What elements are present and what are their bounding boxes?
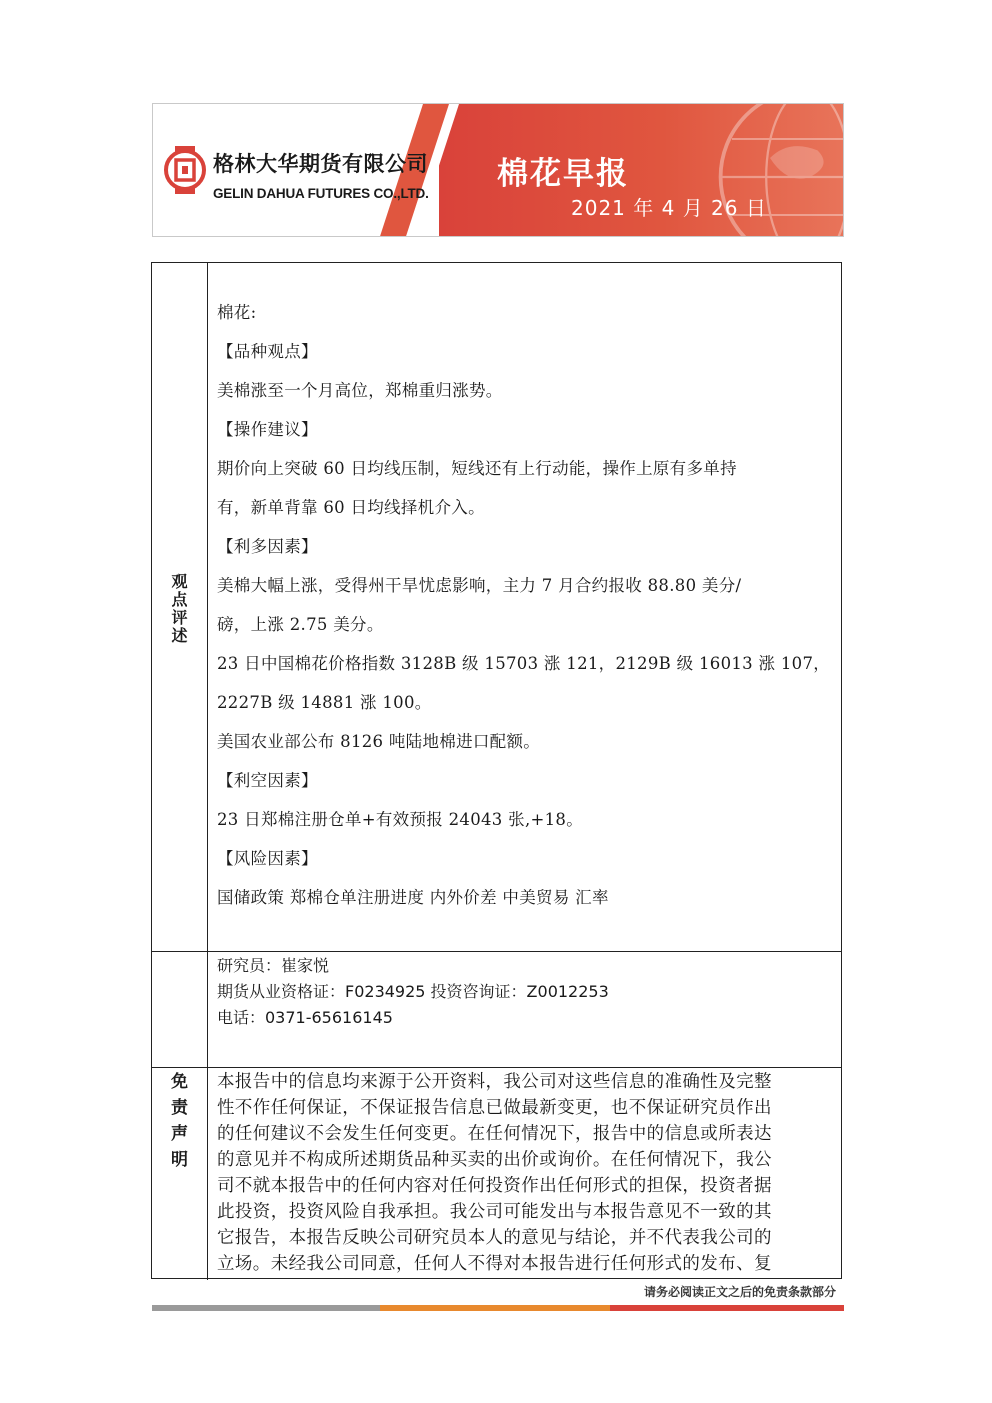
- opinion-line: 23 日郑棉注册仓单+有效预报 24043 张,+18。: [217, 810, 584, 829]
- opinion-line: 期价向上突破 60 日均线压制，短线还有上行动能，操作上原有多单持: [217, 459, 737, 478]
- disclaimer-line: 本报告中的信息均来源于公开资料，我公司对这些信息的准确性及完整: [217, 1072, 772, 1092]
- footer-bar-red: [610, 1305, 844, 1311]
- report-date: 2021 年 4 月 26 日: [571, 196, 767, 220]
- opinion-line: 美棉涨至一个月高位，郑棉重归涨势。: [217, 381, 503, 400]
- opinion-line: 有，新单背靠 60 日均线择机介入。: [217, 498, 485, 517]
- researcher-phone: 电话：0371-65616145: [217, 1008, 393, 1027]
- disclaimer-line: 它报告，本报告反映公司研究员本人的意见与结论，并不代表我公司的: [217, 1228, 772, 1248]
- researcher-qualification: 期货从业资格证：F0234925 投资咨询证：Z0012253: [217, 982, 609, 1001]
- company-name-en: GELIN DAHUA FUTURES CO.,LTD.: [213, 186, 429, 201]
- footer-bar-grey: [152, 1305, 380, 1311]
- footer-bar-orange: [380, 1305, 610, 1311]
- opinion-content: [217, 293, 837, 917]
- opinion-label-text: 观 点 评 述: [171, 572, 188, 645]
- opinion-line: 【品种观点】: [217, 342, 318, 361]
- column-divider: [207, 263, 208, 1280]
- opinion-line: 美国农业部公布 8126 吨陆地棉进口配额。: [217, 732, 541, 751]
- disclaimer-label-text: 免 责 声 明: [171, 1072, 188, 1170]
- researcher-name: 研究员：崔家悦: [217, 956, 330, 975]
- opinion-line: 【操作建议】: [217, 420, 318, 439]
- opinion-line: 2227B 级 14881 涨 100。: [217, 693, 432, 712]
- footer-note: 请务必阅读正文之后的免责条款部分: [643, 1285, 836, 1299]
- author-info: [217, 953, 837, 1031]
- opinion-section-label: [152, 573, 207, 645]
- opinion-line: 棉花:: [217, 303, 257, 322]
- disclaimer-line: 的意见并不构成所述期货品种买卖的出价或询价。在任何情况下，我公: [217, 1150, 772, 1170]
- disclaimer-line: 司不就本报告中的任何内容对任何投资作出任何形式的担保，投资者据: [217, 1176, 772, 1196]
- disclaimer-section-label: [152, 1069, 207, 1173]
- row-divider-disclaimer: [152, 1067, 841, 1068]
- opinion-line: 【利空因素】: [217, 771, 318, 790]
- opinion-line: 【利多因素】: [217, 537, 318, 556]
- opinion-line: 美棉大幅上涨，受得州干旱忧虑影响，主力 7 月合约报收 88.80 美分/: [217, 576, 742, 595]
- disclaimer-line: 性不作任何保证，不保证报告信息已做最新变更，也不保证研究员作出: [217, 1098, 772, 1118]
- disclaimer-line: 此投资，投资风险自我承担。我公司可能发出与本报告意见不一致的其: [217, 1202, 772, 1222]
- header-banner: [152, 103, 844, 237]
- report-title: 棉花早报: [497, 156, 629, 192]
- disclaimer-line: 立场。未经我公司同意，任何人不得对本报告进行任何形式的发布、复: [217, 1254, 772, 1274]
- company-logo-icon: [163, 140, 207, 200]
- opinion-line: 【风险因素】: [217, 849, 318, 868]
- report-table: [151, 262, 842, 1279]
- company-name-cn: 格林大华期货有限公司: [213, 152, 428, 176]
- row-divider-author: [152, 951, 841, 952]
- opinion-line: 国储政策 郑棉仓单注册进度 内外价差 中美贸易 汇率: [217, 888, 609, 907]
- opinion-line: 磅，上涨 2.75 美分。: [217, 615, 384, 634]
- opinion-line: 23 日中国棉花价格指数 3128B 级 15703 涨 121，2129B 级 16013 涨 107，: [217, 654, 831, 673]
- disclaimer-content: [217, 1069, 837, 1277]
- disclaimer-line: 的任何建议不会发生任何变更。在任何情况下，报告中的信息或所表达: [217, 1124, 772, 1144]
